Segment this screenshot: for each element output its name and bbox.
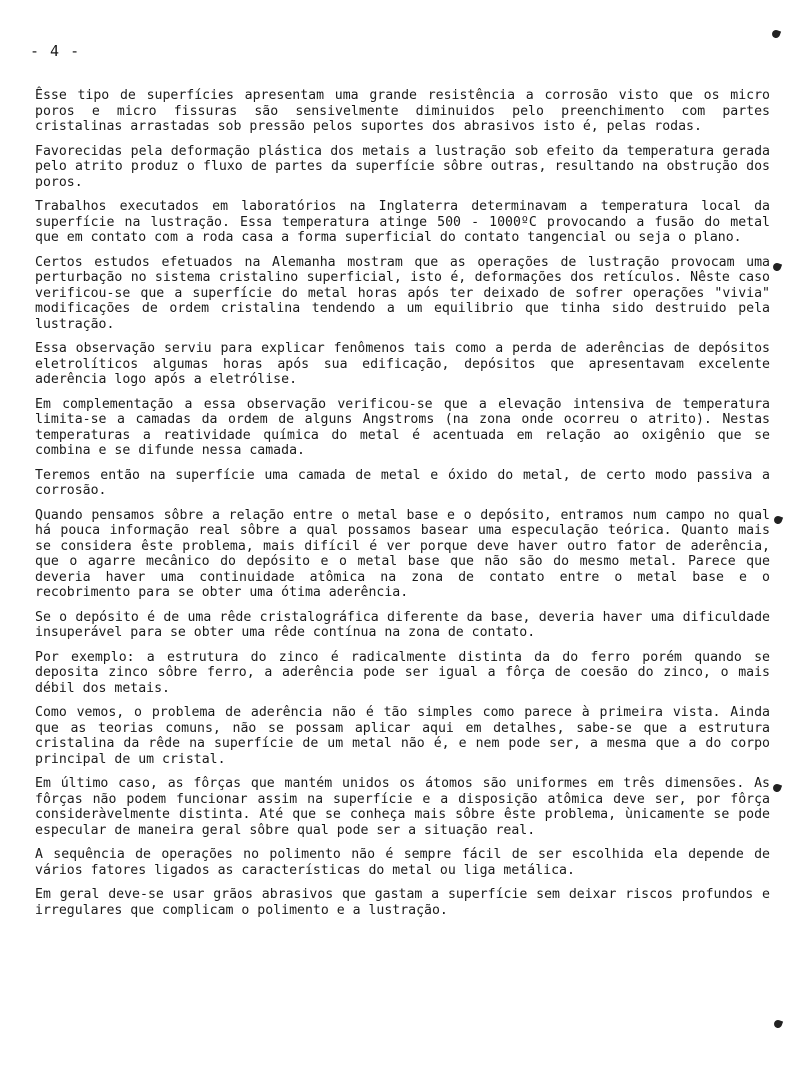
paragraph: Quando pensamos sôbre a relação entre o metal base e o depósito, entramos num campo no qual há pouca informação real sôbre a qual possamos basear uma especulação teórica. Quanto mais se considera êste problema, mais difícil é ver porque deve haver outro fator de aderência, que o agarre mecânico do depósito e o metal base que não são do mesmo metal. Parece que deveria haver uma continuidade atômica na zona de contato entre o metal base e o recobrimento para se obter uma ótima aderência.	[35, 507, 770, 600]
punch-mark	[771, 29, 781, 39]
paragraph: Êsse tipo de superfícies apresentam uma grande resistência a corrosão visto que os micro poros e micro fissuras são sensivelmente diminuidos pelo preenchimento com partes cristalinas arrastadas sob pressão pelos suportes dos abrasivos isto é, pelas rodas.	[35, 88, 770, 134]
paragraph: Se o depósito é de uma rêde cristalográfica diferente da base, deveria haver uma dificuldade insuperável para se obter uma rêde contínua na zona de contato.	[35, 609, 770, 640]
paragraph: Essa observação serviu para explicar fenômenos tais como a perda de aderências de depósitos eletrolíticos algumas horas após sua edificação, depósitos que apresentavam excelente aderência logo após a eletrólise.	[35, 341, 770, 387]
paragraph: Teremos então na superfície uma camada de metal e óxido do metal, de certo modo passiva a corrosão.	[35, 467, 770, 498]
paragraph: A sequência de operações no polimento não é sempre fácil de ser escolhida ela depende de vários fatores ligados as características do metal ou liga metálica.	[35, 847, 770, 878]
page-number: - 4 -	[30, 42, 81, 60]
punch-mark	[773, 515, 783, 525]
paragraph: Trabalhos executados em laboratórios na Inglaterra determinavam a temperatura local da superfície na lustração. Essa temperatura atinge 500 - 1000ºC provocando a fusão do metal que em contato com a roda casa a forma superficial do contato tangencial ou seja o plano.	[35, 199, 770, 245]
punch-mark	[772, 262, 782, 272]
punch-mark	[773, 1019, 783, 1029]
paragraph: Favorecidas pela deformação plástica dos metais a lustração sob efeito da temperatura gerada pelo atrito produz o fluxo de partes da superfície sôbre outras, resultando na obstrução dos poros.	[35, 143, 770, 190]
paragraph: Certos estudos efetuados na Alemanha mostram que as operações de lustração provocam uma perturbação no sistema cristalino superficial, isto é, deformações dos retículos. Nêste caso verificou-se que a superfície do metal horas após ter deixado de sofrer operações "vivia" modificações de ordem cristalina tendendo a um equilibrio que tinha sido destruido pela lustração.	[35, 254, 770, 332]
punch-mark	[772, 783, 782, 793]
paragraph: Em complementação a essa observação verificou-se que a elevação intensiva de temperatura limita-se a camadas da ordem de alguns Angstroms (na zona onde ocorreu o atrito). Nestas temperaturas a reatividade química do metal é acentuada em relação ao oxigênio que se combina e se difunde nessa camada.	[35, 396, 770, 458]
paragraph: Por exemplo: a estrutura do zinco é radicalmente distinta da do ferro porém quando se deposita zinco sôbre ferro, a aderência pode ser igual a fôrça de coesão do zinco, o mais débil dos metais.	[35, 649, 770, 696]
paragraph: Em geral deve-se usar grãos abrasivos que gastam a superfície sem deixar riscos profundos e irregulares que complicam o polimento e a lustração.	[35, 887, 770, 918]
paragraph: Como vemos, o problema de aderência não é tão simples como parece à primeira vista. Ainda que as teorias comuns, não se possam aplicar aqui em detalhes, sabe-se que a estrutura cristalina da rêde na superfície de um metal não é, e nem pode ser, a mesma que a do corpo principal de um cristal.	[35, 705, 770, 767]
paragraph: Em último caso, as fôrças que mantém unidos os átomos são uniformes em três dimensões. As fôrças não podem funcionar assim na superfície e a disposição atômica deve ser, por fôrça consideràvelmente distinta. Até que se conheça mais sôbre êste problema, ùnicamente se pode especular de maneira geral sôbre qual pode ser a situação real.	[35, 776, 770, 838]
document-body	[35, 88, 770, 927]
